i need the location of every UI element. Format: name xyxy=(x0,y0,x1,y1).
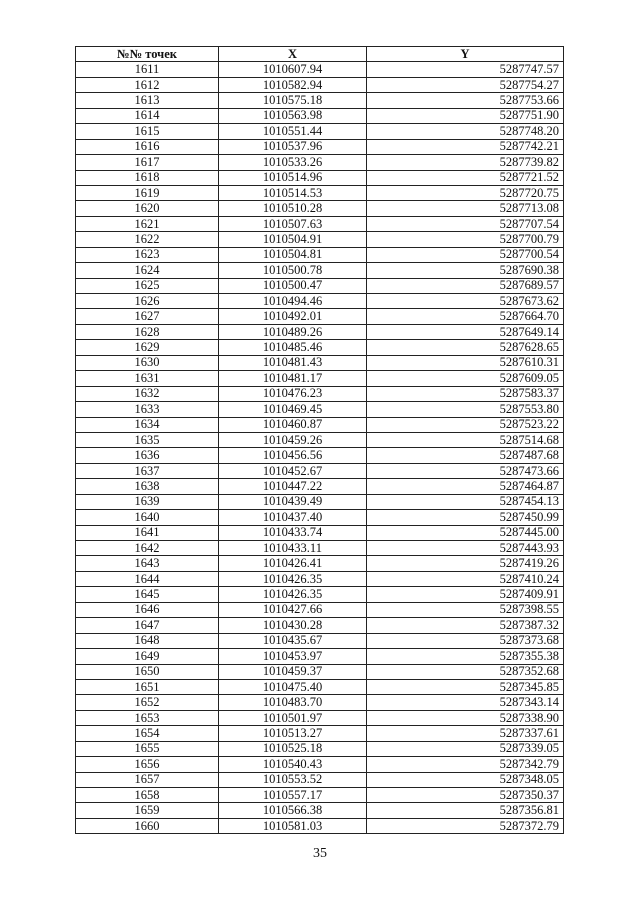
y-coordinate-cell: 5287409.91 xyxy=(367,587,564,602)
x-coordinate-cell: 1010566.38 xyxy=(219,803,367,818)
table-row xyxy=(76,386,564,401)
x-coordinate-cell: 1010481.43 xyxy=(219,355,367,370)
point-number-cell: 1652 xyxy=(76,695,219,710)
y-coordinate-cell: 5287751.90 xyxy=(367,108,564,123)
table-row xyxy=(76,757,564,772)
header-row xyxy=(76,47,564,62)
y-coordinate-cell: 5287753.66 xyxy=(367,93,564,108)
table-row xyxy=(76,417,564,432)
point-number-cell: 1611 xyxy=(76,62,219,77)
y-coordinate-cell: 5287628.65 xyxy=(367,340,564,355)
x-coordinate-cell: 1010501.97 xyxy=(219,710,367,725)
point-number-cell: 1625 xyxy=(76,278,219,293)
table-row xyxy=(76,556,564,571)
table-row xyxy=(76,649,564,664)
x-coordinate-cell: 1010581.03 xyxy=(219,818,367,833)
table-row xyxy=(76,818,564,833)
y-coordinate-cell: 5287454.13 xyxy=(367,494,564,509)
point-number-cell: 1620 xyxy=(76,201,219,216)
y-coordinate-cell: 5287450.99 xyxy=(367,510,564,525)
table-row xyxy=(76,278,564,293)
table-row xyxy=(76,618,564,633)
table-row xyxy=(76,355,564,370)
table-row xyxy=(76,93,564,108)
point-number-cell: 1628 xyxy=(76,324,219,339)
x-coordinate-cell: 1010533.26 xyxy=(219,155,367,170)
point-number-cell: 1614 xyxy=(76,108,219,123)
table-row xyxy=(76,710,564,725)
x-coordinate-cell: 1010507.63 xyxy=(219,216,367,231)
y-coordinate-cell: 5287350.37 xyxy=(367,788,564,803)
table-row xyxy=(76,695,564,710)
y-coordinate-cell: 5287700.79 xyxy=(367,232,564,247)
y-coordinate-cell: 5287514.68 xyxy=(367,432,564,447)
table-row xyxy=(76,62,564,77)
point-number-cell: 1648 xyxy=(76,633,219,648)
y-coordinate-cell: 5287700.54 xyxy=(367,247,564,262)
x-coordinate-cell: 1010453.97 xyxy=(219,649,367,664)
x-coordinate-cell: 1010553.52 xyxy=(219,772,367,787)
header-point-number: №№ точек xyxy=(76,47,219,62)
point-number-cell: 1659 xyxy=(76,803,219,818)
x-coordinate-cell: 1010433.74 xyxy=(219,525,367,540)
x-coordinate-cell: 1010476.23 xyxy=(219,386,367,401)
x-coordinate-cell: 1010489.26 xyxy=(219,324,367,339)
x-coordinate-cell: 1010459.26 xyxy=(219,432,367,447)
table-row xyxy=(76,541,564,556)
point-number-cell: 1616 xyxy=(76,139,219,154)
y-coordinate-cell: 5287720.75 xyxy=(367,185,564,200)
table-row xyxy=(76,571,564,586)
x-coordinate-cell: 1010514.96 xyxy=(219,170,367,185)
point-number-cell: 1654 xyxy=(76,726,219,741)
table-row xyxy=(76,216,564,231)
y-coordinate-cell: 5287337.61 xyxy=(367,726,564,741)
table-row xyxy=(76,402,564,417)
x-coordinate-cell: 1010475.40 xyxy=(219,679,367,694)
y-coordinate-cell: 5287338.90 xyxy=(367,710,564,725)
y-coordinate-cell: 5287443.93 xyxy=(367,541,564,556)
table-row xyxy=(76,77,564,92)
x-coordinate-cell: 1010452.67 xyxy=(219,463,367,478)
table-row xyxy=(76,232,564,247)
point-number-cell: 1641 xyxy=(76,525,219,540)
y-coordinate-cell: 5287707.54 xyxy=(367,216,564,231)
table-row xyxy=(76,726,564,741)
x-coordinate-cell: 1010460.87 xyxy=(219,417,367,432)
x-coordinate-cell: 1010540.43 xyxy=(219,757,367,772)
point-number-cell: 1650 xyxy=(76,664,219,679)
x-coordinate-cell: 1010426.35 xyxy=(219,587,367,602)
table-row xyxy=(76,463,564,478)
x-coordinate-cell: 1010427.66 xyxy=(219,602,367,617)
y-coordinate-cell: 5287445.00 xyxy=(367,525,564,540)
point-number-cell: 1613 xyxy=(76,93,219,108)
point-number-cell: 1636 xyxy=(76,448,219,463)
x-coordinate-cell: 1010492.01 xyxy=(219,309,367,324)
y-coordinate-cell: 5287609.05 xyxy=(367,371,564,386)
header-x: X xyxy=(219,47,367,62)
x-coordinate-cell: 1010426.35 xyxy=(219,571,367,586)
y-coordinate-cell: 5287739.82 xyxy=(367,155,564,170)
table-row xyxy=(76,155,564,170)
point-number-cell: 1630 xyxy=(76,355,219,370)
point-number-cell: 1626 xyxy=(76,294,219,309)
point-number-cell: 1637 xyxy=(76,463,219,478)
point-number-cell: 1627 xyxy=(76,309,219,324)
table-row xyxy=(76,371,564,386)
point-number-cell: 1649 xyxy=(76,649,219,664)
y-coordinate-cell: 5287345.85 xyxy=(367,679,564,694)
point-number-cell: 1635 xyxy=(76,432,219,447)
point-number-cell: 1645 xyxy=(76,587,219,602)
y-coordinate-cell: 5287689.57 xyxy=(367,278,564,293)
y-coordinate-cell: 5287583.37 xyxy=(367,386,564,401)
x-coordinate-cell: 1010456.56 xyxy=(219,448,367,463)
point-number-cell: 1647 xyxy=(76,618,219,633)
x-coordinate-cell: 1010439.49 xyxy=(219,494,367,509)
coordinates-table xyxy=(75,46,564,834)
x-coordinate-cell: 1010514.53 xyxy=(219,185,367,200)
table-row xyxy=(76,803,564,818)
point-number-cell: 1632 xyxy=(76,386,219,401)
table-row xyxy=(76,510,564,525)
point-number-cell: 1633 xyxy=(76,402,219,417)
x-coordinate-cell: 1010551.44 xyxy=(219,124,367,139)
table-row xyxy=(76,772,564,787)
table-row xyxy=(76,201,564,216)
x-coordinate-cell: 1010510.28 xyxy=(219,201,367,216)
y-coordinate-cell: 5287649.14 xyxy=(367,324,564,339)
point-number-cell: 1660 xyxy=(76,818,219,833)
point-number-cell: 1617 xyxy=(76,155,219,170)
x-coordinate-cell: 1010607.94 xyxy=(219,62,367,77)
x-coordinate-cell: 1010435.67 xyxy=(219,633,367,648)
point-number-cell: 1646 xyxy=(76,602,219,617)
table-row xyxy=(76,602,564,617)
x-coordinate-cell: 1010504.81 xyxy=(219,247,367,262)
x-coordinate-cell: 1010525.18 xyxy=(219,741,367,756)
point-number-cell: 1621 xyxy=(76,216,219,231)
y-coordinate-cell: 5287410.24 xyxy=(367,571,564,586)
page-number: 35 xyxy=(313,846,327,861)
x-coordinate-cell: 1010483.70 xyxy=(219,695,367,710)
table-row xyxy=(76,494,564,509)
point-number-cell: 1618 xyxy=(76,170,219,185)
y-coordinate-cell: 5287610.31 xyxy=(367,355,564,370)
y-coordinate-cell: 5287754.27 xyxy=(367,77,564,92)
y-coordinate-cell: 5287473.66 xyxy=(367,463,564,478)
point-number-cell: 1656 xyxy=(76,757,219,772)
table-row xyxy=(76,432,564,447)
table-row xyxy=(76,479,564,494)
table-row xyxy=(76,587,564,602)
table-row xyxy=(76,741,564,756)
y-coordinate-cell: 5287713.08 xyxy=(367,201,564,216)
y-coordinate-cell: 5287748.20 xyxy=(367,124,564,139)
y-coordinate-cell: 5287343.14 xyxy=(367,695,564,710)
point-number-cell: 1612 xyxy=(76,77,219,92)
x-coordinate-cell: 1010437.40 xyxy=(219,510,367,525)
y-coordinate-cell: 5287387.32 xyxy=(367,618,564,633)
y-coordinate-cell: 5287553.80 xyxy=(367,402,564,417)
x-coordinate-cell: 1010433.11 xyxy=(219,541,367,556)
y-coordinate-cell: 5287690.38 xyxy=(367,263,564,278)
y-coordinate-cell: 5287398.55 xyxy=(367,602,564,617)
y-coordinate-cell: 5287523.22 xyxy=(367,417,564,432)
table-row xyxy=(76,294,564,309)
x-coordinate-cell: 1010537.96 xyxy=(219,139,367,154)
x-coordinate-cell: 1010485.46 xyxy=(219,340,367,355)
y-coordinate-cell: 5287487.68 xyxy=(367,448,564,463)
x-coordinate-cell: 1010426.41 xyxy=(219,556,367,571)
x-coordinate-cell: 1010447.22 xyxy=(219,479,367,494)
y-coordinate-cell: 5287339.05 xyxy=(367,741,564,756)
point-number-cell: 1643 xyxy=(76,556,219,571)
table-row xyxy=(76,633,564,648)
point-number-cell: 1651 xyxy=(76,679,219,694)
point-number-cell: 1619 xyxy=(76,185,219,200)
x-coordinate-cell: 1010500.47 xyxy=(219,278,367,293)
point-number-cell: 1622 xyxy=(76,232,219,247)
table-header xyxy=(76,47,564,62)
point-number-cell: 1634 xyxy=(76,417,219,432)
x-coordinate-cell: 1010563.98 xyxy=(219,108,367,123)
x-coordinate-cell: 1010494.46 xyxy=(219,294,367,309)
table-row xyxy=(76,324,564,339)
table-row xyxy=(76,309,564,324)
x-coordinate-cell: 1010504.91 xyxy=(219,232,367,247)
point-number-cell: 1638 xyxy=(76,479,219,494)
point-number-cell: 1640 xyxy=(76,510,219,525)
y-coordinate-cell: 5287721.52 xyxy=(367,170,564,185)
y-coordinate-cell: 5287673.62 xyxy=(367,294,564,309)
y-coordinate-cell: 5287464.87 xyxy=(367,479,564,494)
x-coordinate-cell: 1010459.37 xyxy=(219,664,367,679)
y-coordinate-cell: 5287355.38 xyxy=(367,649,564,664)
table-body xyxy=(76,62,564,834)
x-coordinate-cell: 1010582.94 xyxy=(219,77,367,92)
y-coordinate-cell: 5287747.57 xyxy=(367,62,564,77)
y-coordinate-cell: 5287373.68 xyxy=(367,633,564,648)
y-coordinate-cell: 5287348.05 xyxy=(367,772,564,787)
y-coordinate-cell: 5287356.81 xyxy=(367,803,564,818)
table-row xyxy=(76,263,564,278)
point-number-cell: 1644 xyxy=(76,571,219,586)
table-row xyxy=(76,664,564,679)
table-row xyxy=(76,124,564,139)
table-row xyxy=(76,679,564,694)
table-row xyxy=(76,170,564,185)
table-row xyxy=(76,448,564,463)
point-number-cell: 1624 xyxy=(76,263,219,278)
point-number-cell: 1657 xyxy=(76,772,219,787)
y-coordinate-cell: 5287664.70 xyxy=(367,309,564,324)
y-coordinate-cell: 5287352.68 xyxy=(367,664,564,679)
table-row xyxy=(76,340,564,355)
y-coordinate-cell: 5287419.26 xyxy=(367,556,564,571)
y-coordinate-cell: 5287742.21 xyxy=(367,139,564,154)
x-coordinate-cell: 1010430.28 xyxy=(219,618,367,633)
point-number-cell: 1631 xyxy=(76,371,219,386)
table-row xyxy=(76,108,564,123)
point-number-cell: 1658 xyxy=(76,788,219,803)
x-coordinate-cell: 1010500.78 xyxy=(219,263,367,278)
point-number-cell: 1653 xyxy=(76,710,219,725)
table-row xyxy=(76,139,564,154)
x-coordinate-cell: 1010481.17 xyxy=(219,371,367,386)
point-number-cell: 1642 xyxy=(76,541,219,556)
x-coordinate-cell: 1010469.45 xyxy=(219,402,367,417)
table-row xyxy=(76,185,564,200)
header-y: Y xyxy=(367,47,564,62)
x-coordinate-cell: 1010513.27 xyxy=(219,726,367,741)
x-coordinate-cell: 1010557.17 xyxy=(219,788,367,803)
point-number-cell: 1623 xyxy=(76,247,219,262)
point-number-cell: 1629 xyxy=(76,340,219,355)
x-coordinate-cell: 1010575.18 xyxy=(219,93,367,108)
table-row xyxy=(76,247,564,262)
point-number-cell: 1655 xyxy=(76,741,219,756)
y-coordinate-cell: 5287372.79 xyxy=(367,818,564,833)
table-row xyxy=(76,788,564,803)
point-number-cell: 1639 xyxy=(76,494,219,509)
y-coordinate-cell: 5287342.79 xyxy=(367,757,564,772)
table-row xyxy=(76,525,564,540)
point-number-cell: 1615 xyxy=(76,124,219,139)
